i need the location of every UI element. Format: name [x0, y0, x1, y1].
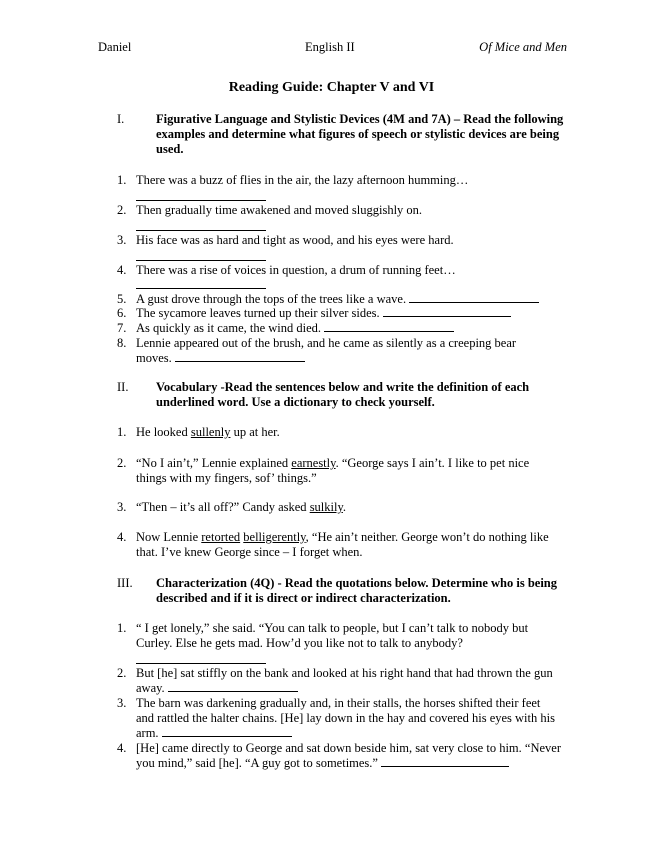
page-title: Reading Guide: Chapter V and VI	[228, 80, 435, 95]
item-text: But [he] sat stiffly on the bank and looked at his right hand that had thrown the gun away.	[136, 666, 553, 695]
item-text: He looked	[136, 425, 191, 439]
vocab-word: retorted	[201, 530, 241, 544]
item-text: Lennie appeared out of the brush, and he came as silently as a creeping bear moves.	[136, 336, 517, 365]
list-item	[117, 321, 567, 336]
list-item	[117, 336, 567, 366]
list-item	[117, 530, 567, 560]
section-3-heading	[117, 576, 567, 606]
header-student-name: Daniel	[98, 40, 132, 54]
item-text: As quickly as it came, the wind died.	[136, 321, 322, 335]
section-number: I.	[117, 112, 125, 126]
list-item	[117, 666, 567, 696]
item-text: “No I ain’t,” Lennie explained	[136, 456, 292, 470]
item-text: A gust drove through the tops of the trees like a wave.	[136, 292, 407, 306]
section-number: II.	[117, 380, 129, 394]
list-item	[117, 233, 567, 248]
item-number: 1.	[117, 173, 127, 187]
answer-blank[interactable]	[168, 690, 298, 692]
item-number: 3.	[117, 500, 127, 514]
item-text: . “George says I ain’t. I like to pet nice things with my fingers, sof’ things.”	[136, 456, 530, 485]
answer-blank[interactable]	[162, 735, 292, 737]
list-item	[117, 425, 567, 440]
list-item	[117, 173, 567, 188]
item-text: .	[342, 500, 347, 514]
item-number: 2.	[117, 456, 127, 470]
item-number: 4.	[117, 530, 127, 544]
answer-blank[interactable]	[136, 200, 266, 201]
answer-blank[interactable]	[136, 663, 266, 664]
list-item	[117, 456, 567, 486]
answer-blank[interactable]	[324, 330, 454, 332]
item-text: up at her.	[230, 425, 280, 439]
section-2-heading	[117, 380, 567, 410]
item-text: “Then – it’s all off?” Candy asked	[136, 500, 310, 514]
item-text: There was a buzz of flies in the air, the lazy afternoon humming…	[136, 173, 469, 187]
section-1-heading	[117, 112, 567, 157]
list-item	[117, 306, 567, 321]
item-number: 2.	[117, 666, 127, 680]
item-number: 3.	[117, 233, 127, 247]
item-number: 3.	[117, 696, 127, 710]
answer-blank[interactable]	[136, 288, 266, 289]
list-item	[117, 292, 567, 307]
vocab-word: belligerently	[243, 530, 306, 544]
answer-blank[interactable]	[136, 260, 266, 261]
list-item	[117, 263, 567, 278]
list-item	[117, 621, 567, 651]
item-text: , “He ain’t neither. George won’t do nothing like that. I’ve knew George since – I forget when.	[136, 530, 549, 559]
list-item	[117, 203, 567, 218]
vocab-word: sulkily	[309, 500, 343, 514]
item-text: The sycamore leaves turned up their silver sides.	[136, 306, 380, 320]
section-heading-text: Characterization (4Q) - Read the quotations below. Determine who is being described and if it is direct or indirect characterization.	[156, 576, 558, 605]
section-heading-text: Vocabulary -Read the sentences below and write the definition of each underlined word. Use a dictionary to check yourself.	[156, 380, 530, 409]
header-book-title: Of Mice and Men	[479, 40, 567, 54]
item-number: 2.	[117, 203, 127, 217]
item-text: Then gradually time awakened and moved sluggishly on.	[136, 203, 423, 217]
item-text: “ I get lonely,” she said. “You can talk to people, but I can’t talk to nobody but Curley. Else he gets mad. How’d you like not to talk to anybody?	[136, 621, 529, 650]
list-item	[117, 696, 567, 741]
answer-blank[interactable]	[409, 301, 539, 303]
item-text: There was a rise of voices in question, a drum of running feet…	[136, 263, 456, 277]
vocab-word: earnestly	[291, 456, 336, 470]
item-text: [He] came directly to George and sat down beside him, sat very close to him. “Never you mind,” said [he]. “A guy got to sometimes.”	[136, 741, 561, 770]
item-number: 4.	[117, 263, 127, 277]
item-text: Now Lennie	[136, 530, 202, 544]
section-heading-text: Figurative Language and Stylistic Devices (4M and 7A) – Read the following examples and determine what figures of speech or stylistic devices are being used.	[156, 112, 564, 156]
section-number: III.	[117, 576, 133, 590]
item-number: 4.	[117, 741, 127, 755]
item-number: 1.	[117, 621, 127, 635]
answer-blank[interactable]	[136, 230, 266, 231]
list-item	[117, 500, 567, 515]
item-text: The barn was darkening gradually and, in their stalls, the horses shifted their feet and rattled the halter chains. [He] lay down in the hay and covered his eyes with his arm.	[136, 696, 555, 740]
answer-blank[interactable]	[381, 765, 509, 767]
item-text: His face was as hard and tight as wood, and his eyes were hard.	[136, 233, 454, 247]
vocab-word: sullenly	[190, 425, 231, 439]
item-number: 8.	[117, 336, 127, 350]
header-course: English II	[305, 40, 355, 54]
list-item	[117, 741, 567, 771]
answer-blank[interactable]	[175, 360, 305, 362]
item-number: 1.	[117, 425, 127, 439]
item-number: 7.	[117, 321, 127, 335]
answer-blank[interactable]	[383, 315, 511, 317]
item-number: 6.	[117, 306, 127, 320]
item-number: 5.	[117, 292, 127, 306]
